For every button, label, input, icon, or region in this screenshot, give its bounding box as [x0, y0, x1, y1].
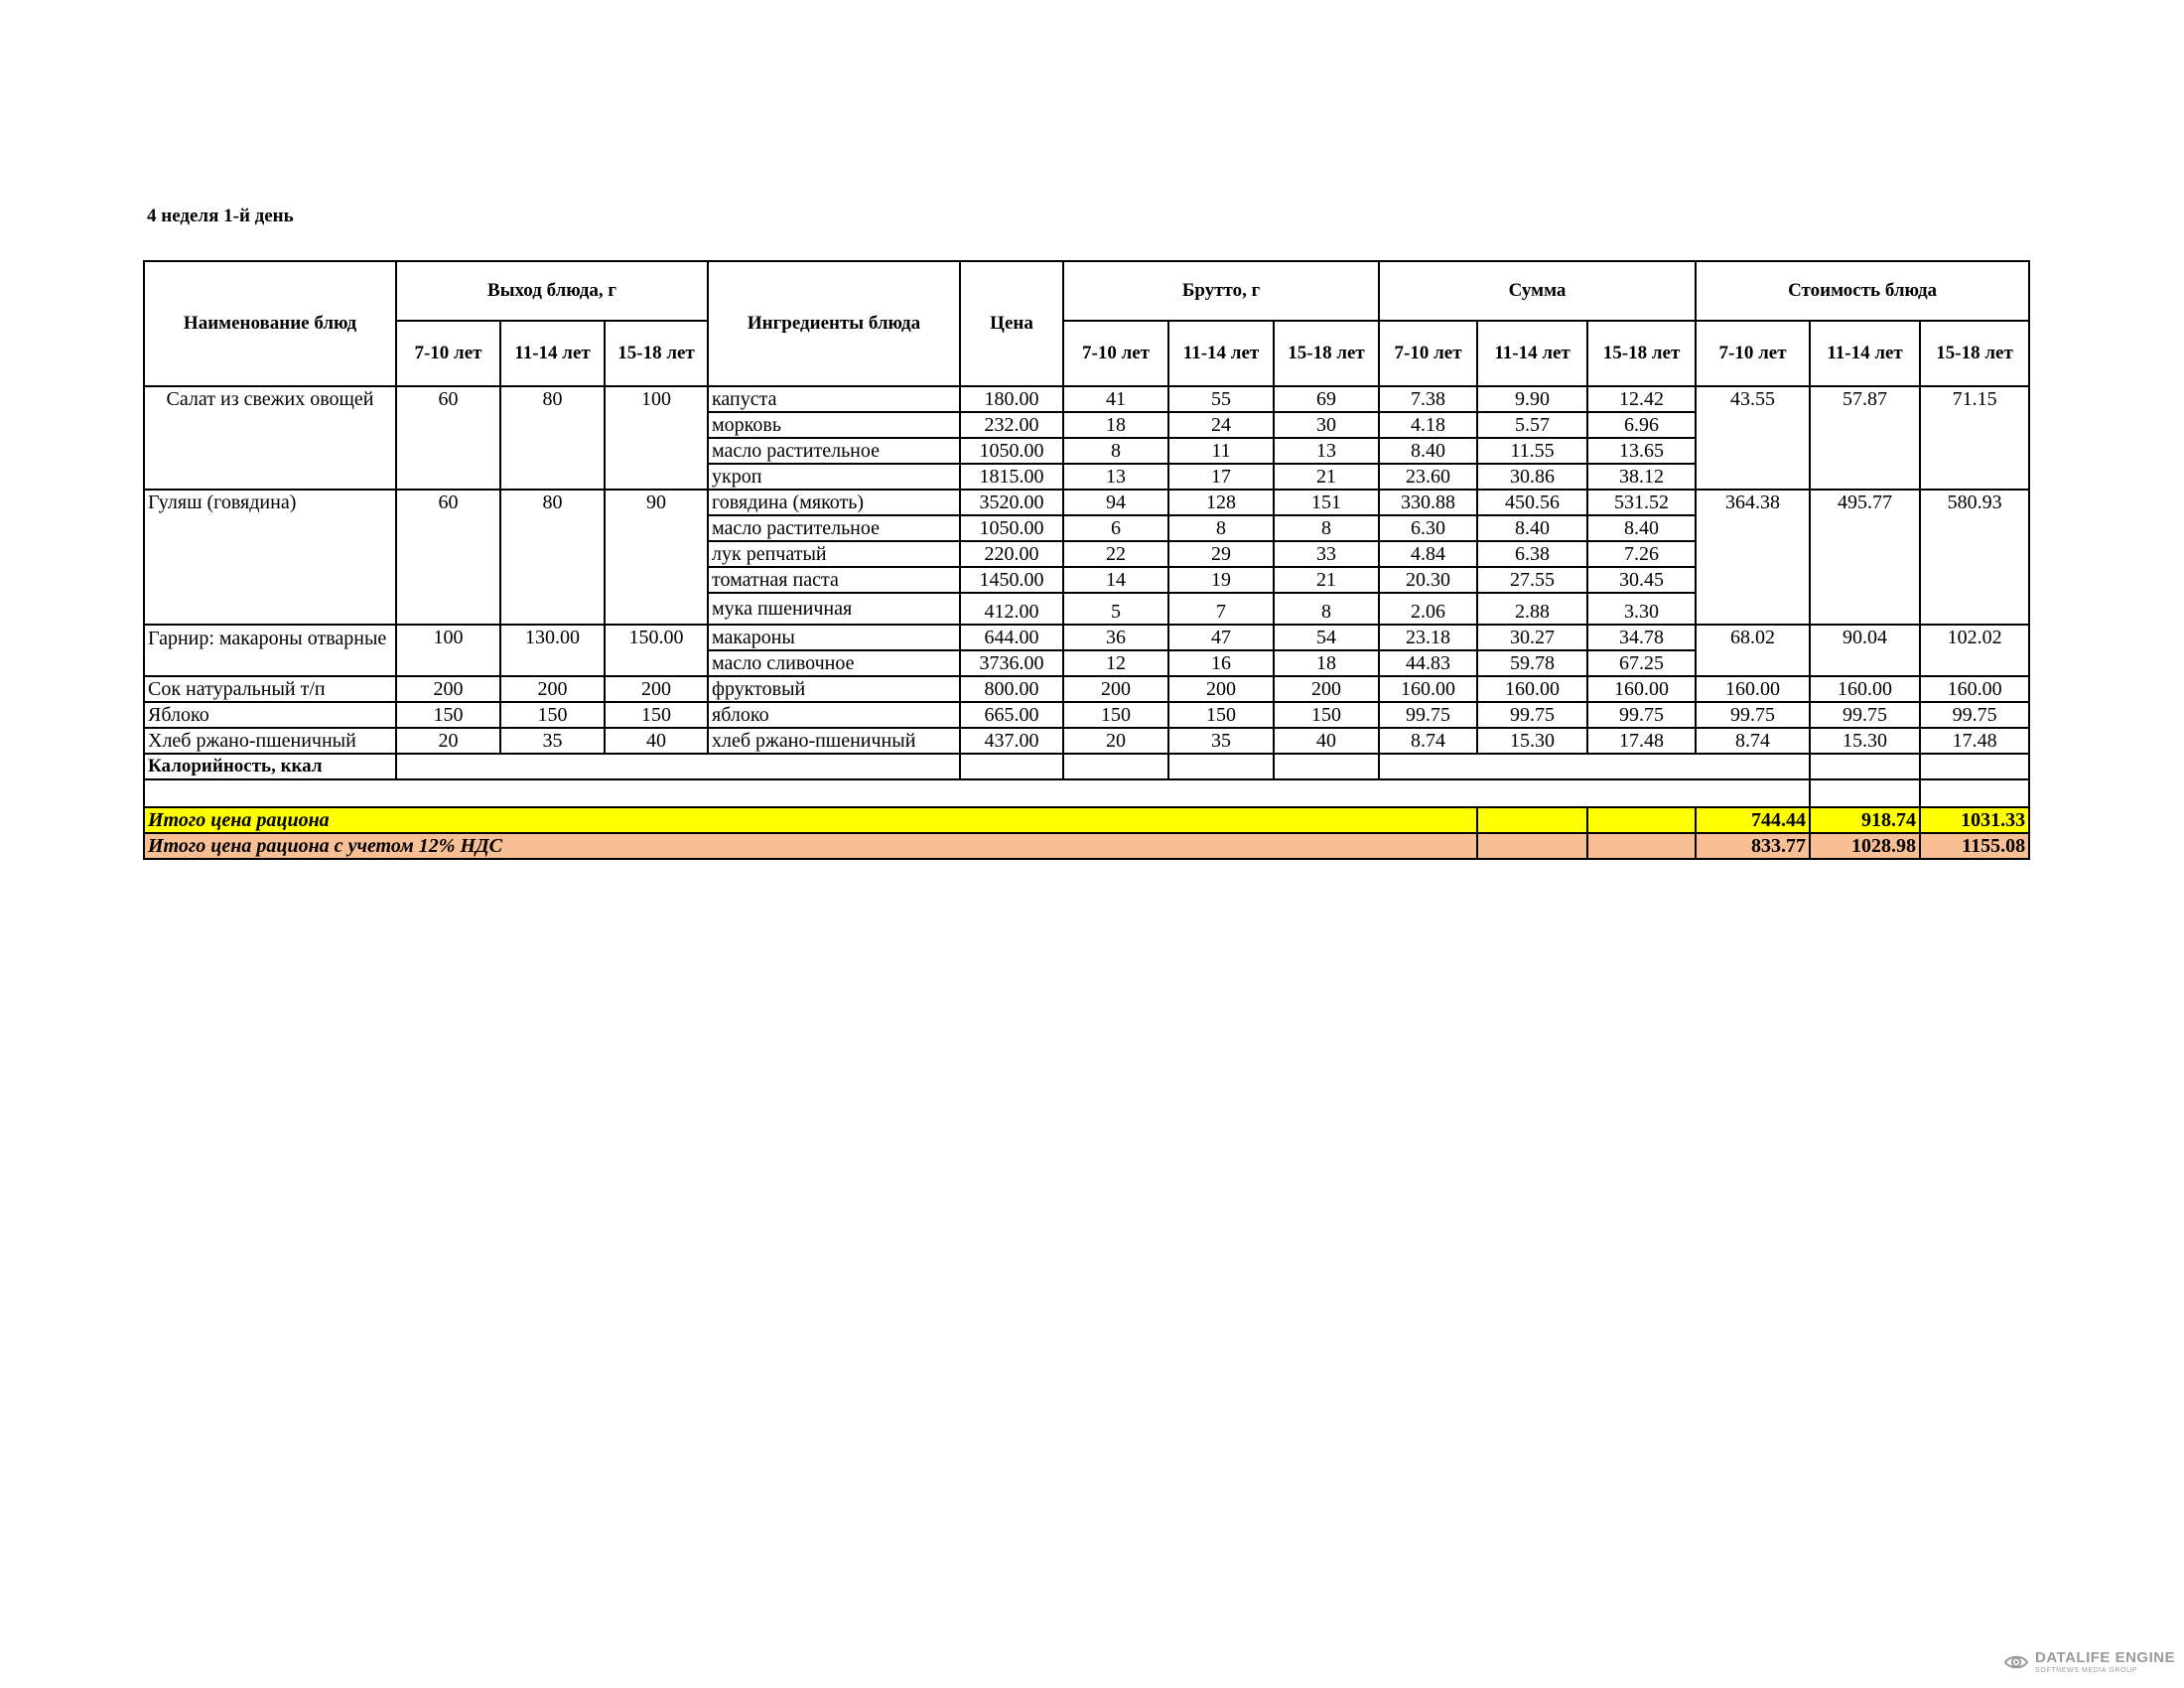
header-dish-name: Наименование блюд	[144, 261, 396, 386]
total-empty	[1477, 807, 1587, 833]
ingredient-brutto: 200	[1168, 676, 1274, 702]
ingredient-brutto: 150	[1063, 702, 1168, 728]
ingredient-sum: 160.00	[1379, 676, 1477, 702]
ingredient-brutto: 40	[1274, 728, 1379, 754]
ingredient-price: 437.00	[960, 728, 1063, 754]
dish-cost: 17.48	[1920, 728, 2029, 754]
ingredient-name: макароны	[708, 625, 960, 650]
calories-brutto	[1168, 754, 1274, 779]
ingredient-brutto: 36	[1063, 625, 1168, 650]
spacer-cell	[144, 779, 1810, 807]
ingredient-price: 412.00	[960, 593, 1063, 625]
ingredient-name: лук репчатый	[708, 541, 960, 567]
dish-output: 150.00	[605, 625, 708, 676]
calories-price	[960, 754, 1063, 779]
dish-cost: 160.00	[1810, 676, 1920, 702]
calories-output	[396, 754, 960, 779]
ingredient-sum: 160.00	[1477, 676, 1587, 702]
ingredient-price: 232.00	[960, 412, 1063, 438]
ingredient-brutto: 14	[1063, 567, 1168, 593]
calories-brutto	[1063, 754, 1168, 779]
ingredient-brutto: 5	[1063, 593, 1168, 625]
ingredient-sum: 3.30	[1587, 593, 1696, 625]
ingredient-brutto: 24	[1168, 412, 1274, 438]
dish-cost: 495.77	[1810, 490, 1920, 625]
header-age-group: 11-14 лет	[1168, 321, 1274, 386]
ingredient-sum: 27.55	[1477, 567, 1587, 593]
total-empty	[1477, 833, 1587, 859]
ingredient-sum: 160.00	[1587, 676, 1696, 702]
header-brutto: Брутто, г	[1063, 261, 1379, 321]
ingredient-brutto: 35	[1168, 728, 1274, 754]
ingredient-sum: 11.55	[1477, 438, 1587, 464]
ingredient-brutto: 47	[1168, 625, 1274, 650]
header-age-group: 15-18 лет	[605, 321, 708, 386]
dish-cost: 99.75	[1696, 702, 1810, 728]
spacer-cell	[1810, 779, 1920, 807]
ingredient-price: 1050.00	[960, 515, 1063, 541]
dish-cost: 102.02	[1920, 625, 2029, 676]
watermark-name: DATALIFE ENGINE	[2035, 1649, 2176, 1666]
ingredient-sum: 6.96	[1587, 412, 1696, 438]
ingredient-sum: 20.30	[1379, 567, 1477, 593]
ingredient-sum: 6.38	[1477, 541, 1587, 567]
ingredient-brutto: 21	[1274, 567, 1379, 593]
ingredient-brutto: 12	[1063, 650, 1168, 676]
header-age-group: 7-10 лет	[1696, 321, 1810, 386]
dish-output: 90	[605, 490, 708, 625]
table-row	[144, 386, 2029, 412]
total-empty	[1587, 807, 1696, 833]
ingredient-sum: 30.86	[1477, 464, 1587, 490]
ingredient-sum: 5.57	[1477, 412, 1587, 438]
ingredient-sum: 450.56	[1477, 490, 1587, 515]
spacer-cell	[1920, 779, 2029, 807]
header-ingredients: Ингредиенты блюда	[708, 261, 960, 386]
ingredient-name: масло растительное	[708, 515, 960, 541]
ingredient-brutto: 19	[1168, 567, 1274, 593]
ingredient-sum: 8.40	[1477, 515, 1587, 541]
header-price: Цена	[960, 261, 1063, 386]
ingredient-brutto: 13	[1274, 438, 1379, 464]
ingredient-brutto: 13	[1063, 464, 1168, 490]
ingredient-brutto: 151	[1274, 490, 1379, 515]
ingredient-price: 1815.00	[960, 464, 1063, 490]
ingredient-sum: 23.18	[1379, 625, 1477, 650]
ingredient-price: 3520.00	[960, 490, 1063, 515]
ingredient-brutto: 20	[1063, 728, 1168, 754]
total-value: 918.74	[1810, 807, 1920, 833]
dish-output: 100	[396, 625, 500, 676]
ingredient-sum: 4.84	[1379, 541, 1477, 567]
total-value: 1155.08	[1920, 833, 2029, 859]
ingredient-name: масло растительное	[708, 438, 960, 464]
ingredient-price: 1050.00	[960, 438, 1063, 464]
dish-cost: 160.00	[1696, 676, 1810, 702]
ingredient-brutto: 128	[1168, 490, 1274, 515]
total-empty	[1587, 833, 1696, 859]
dish-cost: 99.75	[1920, 702, 2029, 728]
ingredient-brutto: 150	[1168, 702, 1274, 728]
ingredient-price: 644.00	[960, 625, 1063, 650]
header-age-group: 15-18 лет	[1587, 321, 1696, 386]
total-row	[144, 807, 2029, 833]
table-row	[144, 728, 2029, 754]
ingredient-brutto: 16	[1168, 650, 1274, 676]
dish-name: Яблоко	[144, 702, 396, 728]
page-title: 4 неделя 1-й день	[147, 206, 294, 226]
ingredient-sum: 44.83	[1379, 650, 1477, 676]
calories-brutto	[1274, 754, 1379, 779]
ingredient-name: морковь	[708, 412, 960, 438]
dish-cost: 68.02	[1696, 625, 1810, 676]
ingredient-brutto: 8	[1063, 438, 1168, 464]
header-output: Выход блюда, г	[396, 261, 708, 321]
ingredient-brutto: 94	[1063, 490, 1168, 515]
ingredient-sum: 17.48	[1587, 728, 1696, 754]
ingredient-brutto: 29	[1168, 541, 1274, 567]
ingredient-sum: 330.88	[1379, 490, 1477, 515]
calories-label: Калорийность, ккал	[144, 754, 396, 779]
ingredient-brutto: 55	[1168, 386, 1274, 412]
dish-name: Гуляш (говядина)	[144, 490, 396, 625]
calories-cost	[1810, 754, 1920, 779]
ingredient-sum: 8.40	[1587, 515, 1696, 541]
dish-output: 150	[500, 702, 605, 728]
dish-output: 20	[396, 728, 500, 754]
dish-cost: 160.00	[1920, 676, 2029, 702]
ingredient-brutto: 54	[1274, 625, 1379, 650]
total-value: 833.77	[1696, 833, 1810, 859]
dish-cost: 364.38	[1696, 490, 1810, 625]
ingredient-price: 1450.00	[960, 567, 1063, 593]
dish-output: 80	[500, 490, 605, 625]
ingredient-sum: 8.40	[1379, 438, 1477, 464]
ingredient-brutto: 33	[1274, 541, 1379, 567]
ingredient-sum: 12.42	[1587, 386, 1696, 412]
ingredient-brutto: 150	[1274, 702, 1379, 728]
dish-output: 200	[500, 676, 605, 702]
dish-cost: 580.93	[1920, 490, 2029, 625]
ingredient-brutto: 200	[1063, 676, 1168, 702]
ingredient-name: томатная паста	[708, 567, 960, 593]
ingredient-name: укроп	[708, 464, 960, 490]
calories-sum	[1379, 754, 1810, 779]
ingredient-brutto: 41	[1063, 386, 1168, 412]
ingredient-brutto: 22	[1063, 541, 1168, 567]
ingredient-name: капуста	[708, 386, 960, 412]
ingredient-sum: 67.25	[1587, 650, 1696, 676]
header-age-group: 15-18 лет	[1920, 321, 2029, 386]
ingredient-sum: 2.88	[1477, 593, 1587, 625]
table-row	[144, 490, 2029, 515]
total-value: 1031.33	[1920, 807, 2029, 833]
dish-output: 200	[605, 676, 708, 702]
dish-cost: 99.75	[1810, 702, 1920, 728]
ingredient-sum: 99.75	[1477, 702, 1587, 728]
ingredient-sum: 30.45	[1587, 567, 1696, 593]
dish-name: Сок натуральный т/п	[144, 676, 396, 702]
watermark-subtitle: SOFTNEWS MEDIA GROUP	[2035, 1667, 2138, 1674]
dish-cost: 8.74	[1696, 728, 1810, 754]
watermark	[2003, 1650, 2175, 1674]
header-age-group: 7-10 лет	[396, 321, 500, 386]
table-row	[144, 625, 2029, 650]
dish-output: 150	[605, 702, 708, 728]
ingredient-price: 3736.00	[960, 650, 1063, 676]
dish-output: 80	[500, 386, 605, 490]
ingredient-price: 180.00	[960, 386, 1063, 412]
ingredient-name: говядина (мякоть)	[708, 490, 960, 515]
ingredient-sum: 38.12	[1587, 464, 1696, 490]
header-row	[144, 261, 2029, 321]
dish-name: Гарнир: макароны отварные	[144, 625, 396, 676]
dish-cost: 57.87	[1810, 386, 1920, 490]
dish-output: 150	[396, 702, 500, 728]
ingredient-sum: 30.27	[1477, 625, 1587, 650]
total-label: Итого цена рациона с учетом 12% НДС	[144, 833, 1477, 859]
ingredient-sum: 531.52	[1587, 490, 1696, 515]
ingredient-brutto: 6	[1063, 515, 1168, 541]
total-value: 1028.98	[1810, 833, 1920, 859]
ingredient-brutto: 8	[1274, 515, 1379, 541]
ingredient-sum: 15.30	[1477, 728, 1587, 754]
dish-cost: 71.15	[1920, 386, 2029, 490]
header-age-group: 11-14 лет	[500, 321, 605, 386]
header-age-group: 11-14 лет	[1477, 321, 1587, 386]
ingredient-sum: 2.06	[1379, 593, 1477, 625]
header-cost: Стоимость блюда	[1696, 261, 2029, 321]
total-label: Итого цена рациона	[144, 807, 1477, 833]
ingredient-sum: 34.78	[1587, 625, 1696, 650]
header-sum: Сумма	[1379, 261, 1696, 321]
ingredient-name: фруктовый	[708, 676, 960, 702]
ingredient-sum: 13.65	[1587, 438, 1696, 464]
spacer-row	[144, 779, 2029, 807]
header-age-group: 7-10 лет	[1063, 321, 1168, 386]
ingredient-sum: 4.18	[1379, 412, 1477, 438]
table-row	[144, 702, 2029, 728]
total-value: 744.44	[1696, 807, 1810, 833]
ingredient-sum: 99.75	[1379, 702, 1477, 728]
dish-output: 130.00	[500, 625, 605, 676]
header-age-group: 11-14 лет	[1810, 321, 1920, 386]
ingredient-sum: 8.74	[1379, 728, 1477, 754]
table-row	[144, 676, 2029, 702]
ingredient-sum: 9.90	[1477, 386, 1587, 412]
ingredient-brutto: 200	[1274, 676, 1379, 702]
dish-cost: 90.04	[1810, 625, 1920, 676]
dish-output: 40	[605, 728, 708, 754]
ingredient-price: 800.00	[960, 676, 1063, 702]
dish-cost: 15.30	[1810, 728, 1920, 754]
ingredient-brutto: 8	[1274, 593, 1379, 625]
ingredient-brutto: 17	[1168, 464, 1274, 490]
ingredient-brutto: 11	[1168, 438, 1274, 464]
ingredient-sum: 59.78	[1477, 650, 1587, 676]
ingredient-name: масло сливочное	[708, 650, 960, 676]
total-vat-row	[144, 833, 2029, 859]
dish-name: Салат из свежих овощей	[144, 386, 396, 490]
calories-cost	[1920, 754, 2029, 779]
ingredient-brutto: 30	[1274, 412, 1379, 438]
ingredient-sum: 7.38	[1379, 386, 1477, 412]
header-age-group: 7-10 лет	[1379, 321, 1477, 386]
ingredient-brutto: 8	[1168, 515, 1274, 541]
ingredient-sum: 6.30	[1379, 515, 1477, 541]
header-age-group: 15-18 лет	[1274, 321, 1379, 386]
ingredient-name: мука пшеничная	[708, 593, 960, 625]
menu-cost-table	[143, 260, 2030, 860]
ingredient-brutto: 18	[1063, 412, 1168, 438]
ingredient-brutto: 21	[1274, 464, 1379, 490]
eye-logo-icon	[2003, 1651, 2029, 1673]
ingredient-price: 665.00	[960, 702, 1063, 728]
ingredient-price: 220.00	[960, 541, 1063, 567]
dish-output: 100	[605, 386, 708, 490]
ingredient-brutto: 18	[1274, 650, 1379, 676]
ingredient-sum: 23.60	[1379, 464, 1477, 490]
dish-output: 60	[396, 490, 500, 625]
dish-cost: 43.55	[1696, 386, 1810, 490]
calories-row	[144, 754, 2029, 779]
dish-output: 35	[500, 728, 605, 754]
dish-output: 60	[396, 386, 500, 490]
ingredient-name: яблоко	[708, 702, 960, 728]
ingredient-brutto: 7	[1168, 593, 1274, 625]
ingredient-sum: 99.75	[1587, 702, 1696, 728]
header-row	[144, 321, 2029, 386]
dish-name: Хлеб ржано-пшеничный	[144, 728, 396, 754]
ingredient-brutto: 69	[1274, 386, 1379, 412]
dish-output: 200	[396, 676, 500, 702]
ingredient-name: хлеб ржано-пшеничный	[708, 728, 960, 754]
ingredient-sum: 7.26	[1587, 541, 1696, 567]
